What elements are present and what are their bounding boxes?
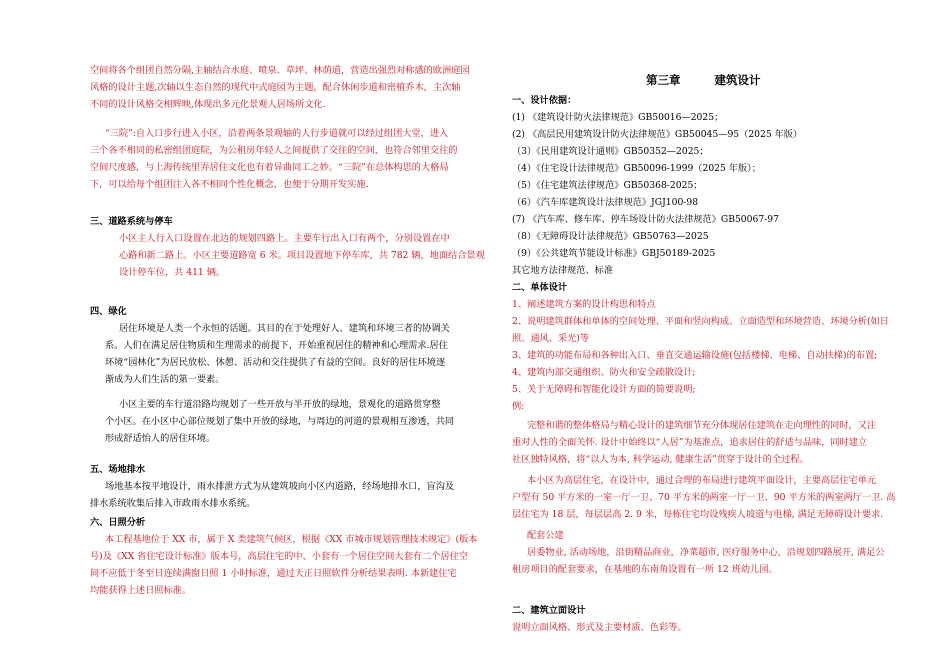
basis-item: （6）《汽车库建筑设计法律规范》JGJ100-98: [512, 197, 699, 208]
basis-item: （4）《住宅设计法律规范》GB50096-1999（2025 年版）；: [512, 163, 761, 174]
three-courtyards-line-3: 空间尺度感，与上海传统里弄居住文化也有着异曲同工之妙。“三院”在总体构思的大格局: [90, 162, 449, 173]
chapter-title: 建筑设计: [714, 73, 761, 87]
example-line-4: 本小区为高层住宅，在设计中，通过合理的布局进行建筑平面设计，主要高层住宅单元: [527, 475, 877, 486]
section-heading-roads: 三、道路系统与停车: [90, 216, 173, 227]
facade-text: 说明立面风格、形式及主要材质、色彩等。: [512, 622, 687, 633]
section-heading-facade: 二、建筑立面设计: [512, 605, 586, 616]
sunlight-line-3: 间不应低于冬至日连续满窗日照 1 小时标准，通过天正日照软件分析结果表明. 本新建住宅: [90, 568, 457, 579]
example-label: 例:: [512, 401, 525, 412]
greening-line-6: 个小区。在小区中心部位规划了集中开放的绿地，与周边的河道的景观相互渗透，共同: [105, 416, 455, 427]
basis-item: （5）《住宅建筑法律规范》GB50368-2025；: [512, 180, 703, 191]
basis-item: （3）《民用建筑设计通则》GB50352—2025；: [512, 146, 709, 157]
basis-item: (7) 《汽车库、修车库、停车场设计防火法律规范》GB50067-97: [512, 214, 779, 225]
roads-line-2: 心路和新二路上。小区主要道路宽 6 米。项目设置地下停车库，共 782 辆，地面结合景观: [119, 250, 485, 261]
roads-line-3: 设计停车位，共 411 辆。: [119, 267, 226, 278]
greening-line-7: 形成舒适怡人的居住环境。: [105, 433, 216, 444]
greening-line-2: 系。人们在满足居住物质和生理需求的前提下，开始重视居住的精神和心理需求.居住: [105, 340, 448, 351]
single-item: 1、阐述建筑方案的设计构思和特点: [512, 299, 656, 310]
single-item: 5、关于无障碍和智能化设计方面的简要说明;: [512, 384, 696, 395]
section-heading-basis: 一、设计依据：: [512, 95, 577, 106]
greening-line-1: 居住环境是人类一个永恒的话题。其目的在于处理好人、建筑和环境三者的协调关: [119, 323, 450, 334]
basis-item: （9）《公共建筑节能设计标准》GBJ50189-2025: [512, 248, 716, 259]
single-item: 照、通风、采光)等: [512, 333, 590, 344]
sunlight-line-4: 均能获得上述日照标准。: [90, 585, 192, 596]
supporting-line-2: 租房项目的配套要求，在基地的东南角设置有一所 12 班幼儿园。: [512, 564, 778, 575]
drainage-line-1: 场地基本按平地设计，雨水排泄方式为从建筑坡向小区内道路，经场地排水口，盲沟及: [105, 481, 455, 492]
basis-item: （8）《无障碍设计法律规范》GB50763—2025: [512, 231, 709, 242]
drainage-line-2: 排水系统收集后排入市政雨水排水系统。: [90, 498, 256, 509]
intro-line-3: 不同的设计风格交相辉映,体现出多元化景观人居场所文化.: [90, 99, 326, 110]
single-item: 3、建筑的功能布局和各种出入口、垂直交通运输设施(包括楼梯、电梯、自动扶梯)的布置;: [512, 350, 878, 361]
single-item: 2、说明建筑群体和单体的空间处理、平面和竖向构成、立面造型和环境营造、环境分析(如日: [512, 316, 889, 327]
three-courtyards-line-4: 下，可以给每个组团注入各不相同个性化概念，也便于分期开发实施.: [90, 179, 369, 190]
section-heading-single: 二、单体设计: [512, 282, 568, 293]
section-heading-greening: 四、绿化: [90, 306, 127, 317]
example-line-6: 层住宅为 18 层，每层层高 2. 9 米，每栋住宅均设残疾人坡道与电梯, 满足无障碍设计要求.: [512, 509, 884, 520]
basis-item: 其它地方法律规范、标准: [512, 265, 614, 276]
basis-item: (2) 《高层民用建筑设计防火法律规范》GB50045—95（2025 年版）: [512, 129, 803, 140]
chapter-heading: [646, 72, 795, 88]
section-heading-sunlight: 六、日照分析: [90, 517, 146, 528]
three-courtyards-line-2: 三个各不相同的私密组团庭院，为公租房年轻人之间提供了交往的空间，也符合邻里交往的: [90, 145, 458, 156]
greening-line-4: 渐成为人们生活的第一要素。: [105, 374, 225, 385]
greening-line-5: 小区主要的车行道沿路均规划了一些开放与半开放的绿地，景观化的道路贯穿整: [119, 399, 441, 410]
example-line-2: 重对人性的全面关怀. 设计中始终以“人居”为基准点，追求居住的舒适与品味，同时建立: [512, 437, 868, 448]
three-courtyards-line-1: “三院”:自入口步行进入小区，沿着两条景观轴的人行步道就可以经过组团大堂，进入: [105, 128, 449, 139]
greening-line-3: 环境“园林化”为居民放松、休憩、活动和交往提供了有益的空间。良好的居住环境逐: [105, 357, 446, 368]
example-line-3: 社区独特风格，将“以人为本, 科学运动, 健康生活”贯穿于设计的全过程。: [512, 454, 809, 465]
intro-line-2: 风格的设计主题,次轴以生态自然的现代中式庭园为主题，配合休闲步道和密植乔木，主次轴: [90, 82, 461, 93]
intro-line-1: 空间将各个组团自然分隔,主轴结合水庭、喷泉、草坪、林荫道，营造出强烈对称感的欧洲庭园: [90, 65, 470, 76]
example-line-1: 完整和谐的整体格局与精心设计的建筑细节充分体现居住建筑在走向理性的同时，又注: [527, 420, 877, 431]
basis-item: (1) 《建筑设计防火法律规范》GB50016—2025；: [512, 112, 724, 123]
single-item: 4、建筑内部交通组织、防火和安全疏散设计;: [512, 367, 696, 378]
supporting-line-1: 居委物业, 活动场地，沿街精品商业，净菜超市, 医疗服务中心，沿规划四路展开, 满足公: [527, 547, 885, 558]
example-line-5: 户型有 50 平方米的一室一厅一卫、70 平方米的两室一厅一卫、90 平方米的两室两厅一卫. 高: [512, 492, 896, 503]
supporting-heading: 配套公建: [527, 530, 564, 541]
sunlight-line-1: 本工程基地位于 XX 市，属于 X 类建筑气候区，根据《XX 市城市规划管理技术规定》(版本: [105, 534, 478, 545]
sunlight-line-2: 号)及《XX 省住宅设计标准》版本号，高层住宅的中、小套有一个居住空间大套有二个居住空: [90, 551, 468, 562]
chapter-number: 第三章: [646, 73, 681, 87]
roads-line-1: 小区主人行入口设置在北边的规划四路上。主要车行出入口有两个，分别设置在中: [119, 233, 450, 244]
section-heading-drainage: 五、场地排水: [90, 464, 146, 475]
